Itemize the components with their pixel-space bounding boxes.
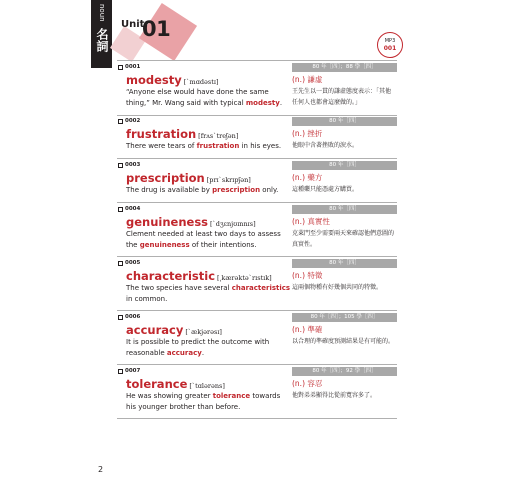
entry-number: 0001 [125, 64, 141, 70]
page-number: 2 [98, 465, 104, 474]
part-of-speech-meaning: (n.) 特徵 [292, 271, 323, 280]
phonetic: [ˋækjərəsɪ] [185, 328, 222, 336]
exam-source-bar: 80 年［四］；88 學［四］ [292, 63, 397, 72]
exam-source-bar: 80 年［四］ [292, 205, 397, 214]
sentence-highlight: accuracy [166, 348, 202, 357]
exam-source-bar: 80 年［四］；92 學［四］ [292, 367, 397, 376]
part-of-speech-meaning: (n.) 容忍 [292, 379, 323, 388]
checkbox[interactable] [118, 261, 123, 266]
example-sentence [126, 337, 291, 358]
checkbox[interactable] [118, 65, 123, 70]
phonetic: [frʌsˋtreʃən] [198, 132, 239, 140]
checkbox[interactable] [118, 119, 123, 124]
entry-number: 0006 [125, 314, 141, 320]
unit-label: Unit [121, 19, 145, 30]
entry-number: 0002 [125, 118, 141, 124]
exam-source-bar: 80 年［四］ [292, 259, 397, 268]
checkbox[interactable] [118, 163, 123, 168]
phonetic: [ˋtɑlərəns] [189, 382, 225, 390]
sentence-highlight: modesty [245, 98, 280, 107]
sentence-text: There were tears of [126, 142, 197, 150]
sentence-text: The two species have several [126, 284, 232, 292]
header-divider [117, 60, 397, 61]
phonetic: [prɪˋskrɪpʃən] [206, 176, 251, 184]
checkbox[interactable] [118, 369, 123, 374]
sentence-highlight: genuineness [139, 240, 190, 249]
exam-source-bar: 80 年［四］；105 學［四］ [292, 313, 397, 322]
sentence-text: It is possible to predict the outcome with reasonable [126, 338, 270, 357]
sentence-text: only. [260, 186, 279, 194]
checkbox[interactable] [118, 315, 123, 320]
sentence-highlight: characteristics [231, 284, 291, 292]
section-tab [91, 0, 112, 68]
headword: prescription [126, 171, 205, 185]
sentence-text: The drug is available by [126, 186, 213, 194]
sentence-text: in his eyes. [239, 142, 282, 150]
sentence-text: Clement needed at least two days to assess the [126, 230, 281, 249]
vocab-entry [117, 259, 397, 311]
part-of-speech-meaning: (n.) 謙虛 [292, 75, 323, 84]
entry-number: 0005 [125, 260, 141, 266]
mp3-label: MP3 [384, 38, 396, 44]
part-of-speech-meaning: (n.) 準確 [292, 325, 323, 334]
sentence-highlight: frustration [196, 142, 240, 150]
decorative-diamond-small [110, 26, 146, 62]
sentence-text: towards his younger brother than before. [126, 392, 281, 411]
vocab-entry [117, 313, 397, 365]
section-tab-english: noun [98, 4, 106, 22]
part-of-speech-meaning: (n.) 挫折 [292, 129, 323, 138]
vocab-entry [117, 63, 397, 116]
mp3-track-badge[interactable] [377, 32, 403, 58]
example-sentence [126, 283, 291, 304]
headword: genuineness [126, 215, 209, 229]
vocab-entry [117, 117, 397, 159]
sentence-text: . [201, 348, 205, 357]
mp3-track-number: 001 [383, 45, 397, 52]
sentence-highlight: tolerance [212, 392, 251, 400]
headword: modesty [126, 73, 182, 87]
headword: frustration [126, 127, 197, 141]
part-of-speech-meaning: (n.) 真實性 [292, 217, 330, 226]
checkbox[interactable] [118, 207, 123, 212]
sentence-text: He was showing greater [126, 392, 213, 400]
sentence-text: of their intentions. [189, 240, 257, 249]
sentence-highlight: prescription [212, 186, 261, 194]
example-sentence [126, 391, 291, 412]
phonetic: [ˋdʒɛnjʊɪnnɪs] [210, 220, 256, 228]
unit-number: 01 [142, 17, 171, 41]
sentence-text: “Anyone else would have done the same thing,” Mr. Wang said with typical [126, 88, 269, 107]
chinese-translation: 這兩個物種有好幾個共同的特徵。 [292, 284, 383, 291]
chinese-translation: 他眼中含著挫敗的淚水。 [292, 142, 359, 149]
headword: characteristic [126, 269, 216, 283]
example-sentence [126, 141, 291, 152]
entry-number: 0007 [125, 368, 141, 374]
sentence-text: in common. [126, 294, 168, 303]
vocab-entry [117, 367, 397, 419]
sentence-text: . [279, 98, 283, 107]
chinese-translation: 王先生以一貫的謙虛態度表示：「其他任何人也都會這麼做的。」 [292, 88, 392, 106]
phonetic: [ˋmɑdəstɪ] [183, 78, 219, 86]
chinese-translation: 克萊門至少需要兩天來確認他們意圖的真實性。 [292, 230, 395, 248]
entry-number: 0003 [125, 162, 141, 168]
section-tab-chinese: 名詞 [95, 28, 109, 52]
headword: accuracy [126, 323, 184, 337]
example-sentence [126, 185, 291, 196]
part-of-speech-meaning: (n.) 藥方 [292, 173, 323, 182]
example-sentence [126, 87, 291, 108]
chinese-translation: 以合理的準確度預測結果是有可能的。 [292, 338, 395, 345]
chinese-translation: 這種藥只能憑處方購買。 [292, 186, 359, 193]
exam-source-bar: 80 年［四］ [292, 161, 397, 170]
phonetic: [͵kærəktəˋrɪstɪk] [217, 274, 272, 282]
example-sentence [126, 229, 291, 250]
vocab-entry [117, 161, 397, 203]
chinese-translation: 他對弟弟顯得比從前寬容多了。 [292, 392, 377, 399]
exam-source-bar: 80 年［四］ [292, 117, 397, 126]
entry-number: 0004 [125, 206, 141, 212]
vocab-entry [117, 205, 397, 257]
headword: tolerance [126, 377, 188, 391]
